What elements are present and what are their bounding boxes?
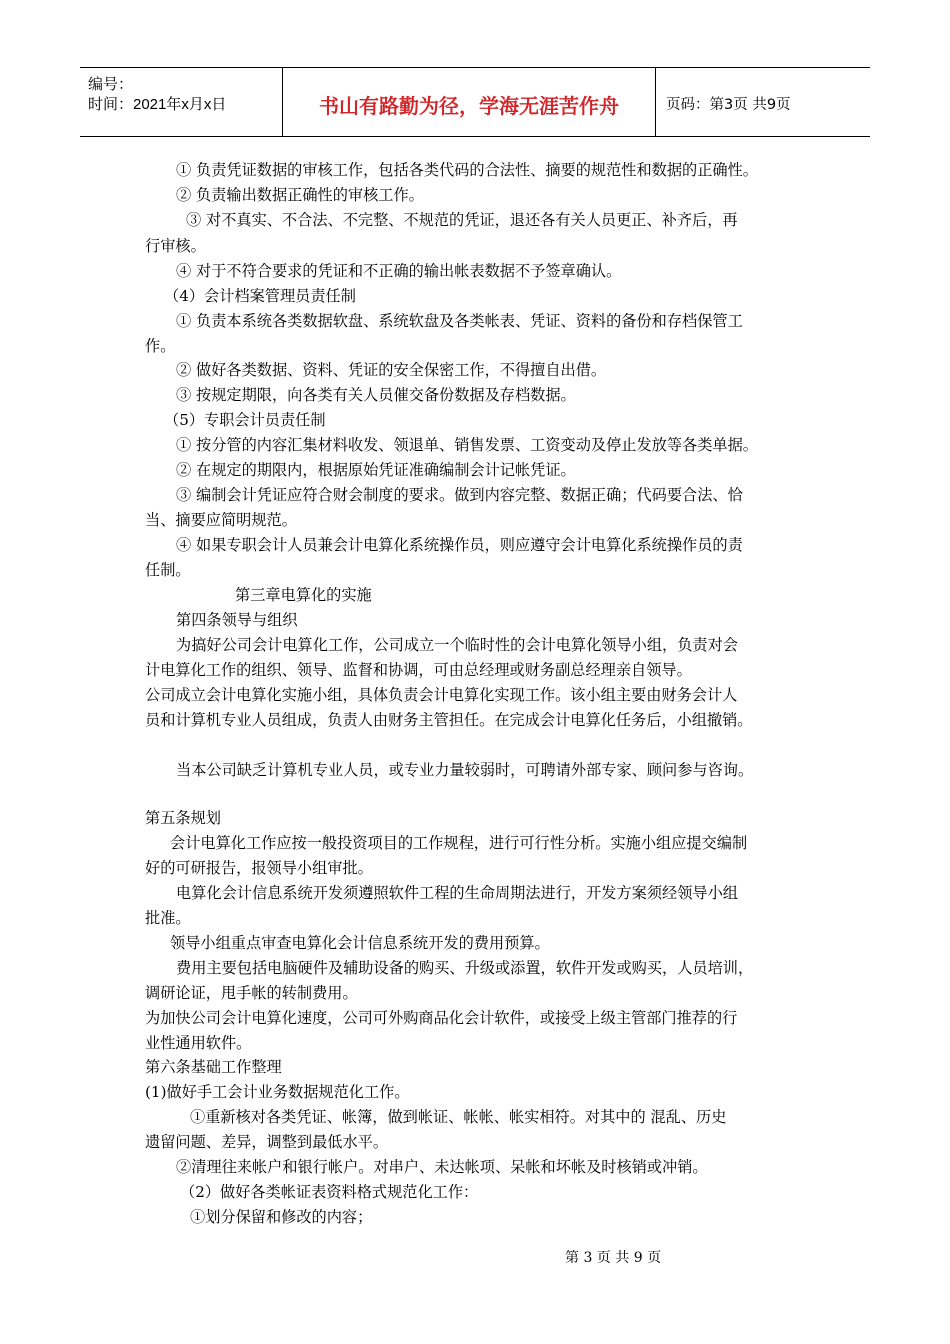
- body-line: ④ 如果专职会计人员兼会计电算化系统操作员，则应遵守会计电算化系统操作员的责: [176, 536, 743, 554]
- body-line: ③ 对不真实、不合法、不完整、不规范的凭证，退还各有关人员更正、补齐后，再: [186, 211, 738, 229]
- body-line: 业性通用软件。: [145, 1034, 252, 1052]
- section-heading: （5）专职会计员责任制: [164, 411, 326, 429]
- header-slogan-cell: [283, 68, 656, 136]
- header-meta: [80, 68, 283, 136]
- body-line: ①重新核对各类凭证、帐簿，做到帐证、帐帐、帐实相符。对其中的 混乱、历史: [190, 1108, 727, 1126]
- body-line: ① 负责本系统各类数据软盘、系统软盘及各类帐表、凭证、资料的备份和存档保管工: [176, 312, 743, 330]
- body-line: 领导小组重点审查电算化会计信息系统开发的费用预算。: [170, 934, 550, 952]
- article-heading: 第六条基础工作整理: [145, 1058, 282, 1076]
- header-page-number: 页码：第3页 共9页: [666, 97, 791, 113]
- body-line: ①划分保留和修改的内容；: [190, 1208, 373, 1226]
- header-page-cell: [656, 68, 870, 136]
- body-line: 调研论证，甩手帐的转制费用。: [145, 984, 358, 1002]
- body-line: ② 做好各类数据、资料、凭证的安全保密工作，不得擅自出借。: [176, 361, 607, 379]
- article-heading: 第四条领导与组织: [176, 611, 298, 629]
- body-line: ① 负责凭证数据的审核工作，包括各类代码的合法性、摘要的规范性和数据的正确性。: [176, 161, 758, 179]
- page-footer: 第 3 页 共 9 页: [565, 1250, 662, 1266]
- page-header: [80, 67, 870, 137]
- chapter-heading: 第三章电算化的实施: [235, 586, 372, 604]
- body-line: 好的可研报告，报领导小组审批。: [145, 859, 373, 877]
- body-line: 费用主要包括电脑硬件及辅助设备的购买、升级或添置，软件开发或购买，人员培训，: [176, 959, 754, 977]
- body-line: 作。: [145, 337, 176, 355]
- body-line: 遗留问题、差异，调整到最低水平。: [145, 1133, 388, 1151]
- section-heading: (1)做好手工会计业务数据规范化工作。: [145, 1083, 410, 1101]
- document-time: 时间：2021年x月x日: [88, 96, 227, 113]
- article-heading: 第五条规划: [145, 809, 221, 827]
- document-number: 编号：: [88, 76, 134, 93]
- body-line: 当本公司缺乏计算机专业人员，或专业力量较弱时，可聘请外部专家、顾问参与咨询。: [176, 761, 754, 779]
- body-line: 批准。: [145, 909, 191, 927]
- body-line: 为搞好公司会计电算化工作，公司成立一个临时性的会计电算化领导小组，负责对会: [176, 636, 738, 654]
- body-line: ④ 对于不符合要求的凭证和不正确的输出帐表数据不予签章确认。: [176, 262, 622, 280]
- header-slogan: 书山有路勤为径，学海无涯苦作舟: [319, 94, 619, 118]
- body-line: ② 负责输出数据正确性的审核工作。: [176, 186, 424, 204]
- body-line: 为加快公司会计电算化速度，公司可外购商品化会计软件，或接受上级主管部门推荐的行: [145, 1009, 738, 1027]
- body-line: ②清理往来帐户和银行帐户。对串户、未达帐项、呆帐和坏帐及时核销或冲销。: [176, 1158, 708, 1176]
- body-line: 电算化会计信息系统开发须遵照软件工程的生命周期法进行，开发方案须经领导小组: [176, 884, 738, 902]
- body-line: 员和计算机专业人员组成，负责人由财务主管担任。在完成会计电算化任务后，小组撤销。: [145, 711, 753, 729]
- section-heading: （2）做好各类帐证表资料格式规范化工作：: [180, 1183, 479, 1201]
- body-line: 任制。: [145, 561, 191, 579]
- body-line: ② 在规定的期限内，根据原始凭证准确编制会计记帐凭证。: [176, 461, 576, 479]
- body-line: ① 按分管的内容汇集材料收发、领退单、销售发票、工资变动及停止发放等各类单据。: [176, 436, 758, 454]
- body-line: 公司成立会计电算化实施小组，具体负责会计电算化实现工作。该小组主要由财务会计人: [145, 686, 738, 704]
- body-line: 会计电算化工作应按一般投资项目的工作规程，进行可行性分析。实施小组应提交编制: [170, 834, 748, 852]
- section-heading: （4）会计档案管理员责任制: [164, 287, 356, 305]
- body-line: 当、摘要应简明规范。: [145, 511, 297, 529]
- body-line: 计电算化工作的组织、领导、监督和协调，可由总经理或财务副总经理亲自领导。: [145, 661, 692, 679]
- body-line: ③ 编制会计凭证应符合财会制度的要求。做到内容完整、数据正确；代码要合法、恰: [176, 486, 743, 504]
- body-line: 行审核。: [145, 237, 206, 255]
- body-line: ③ 按规定期限，向各类有关人员催交备份数据及存档数据。: [176, 386, 576, 404]
